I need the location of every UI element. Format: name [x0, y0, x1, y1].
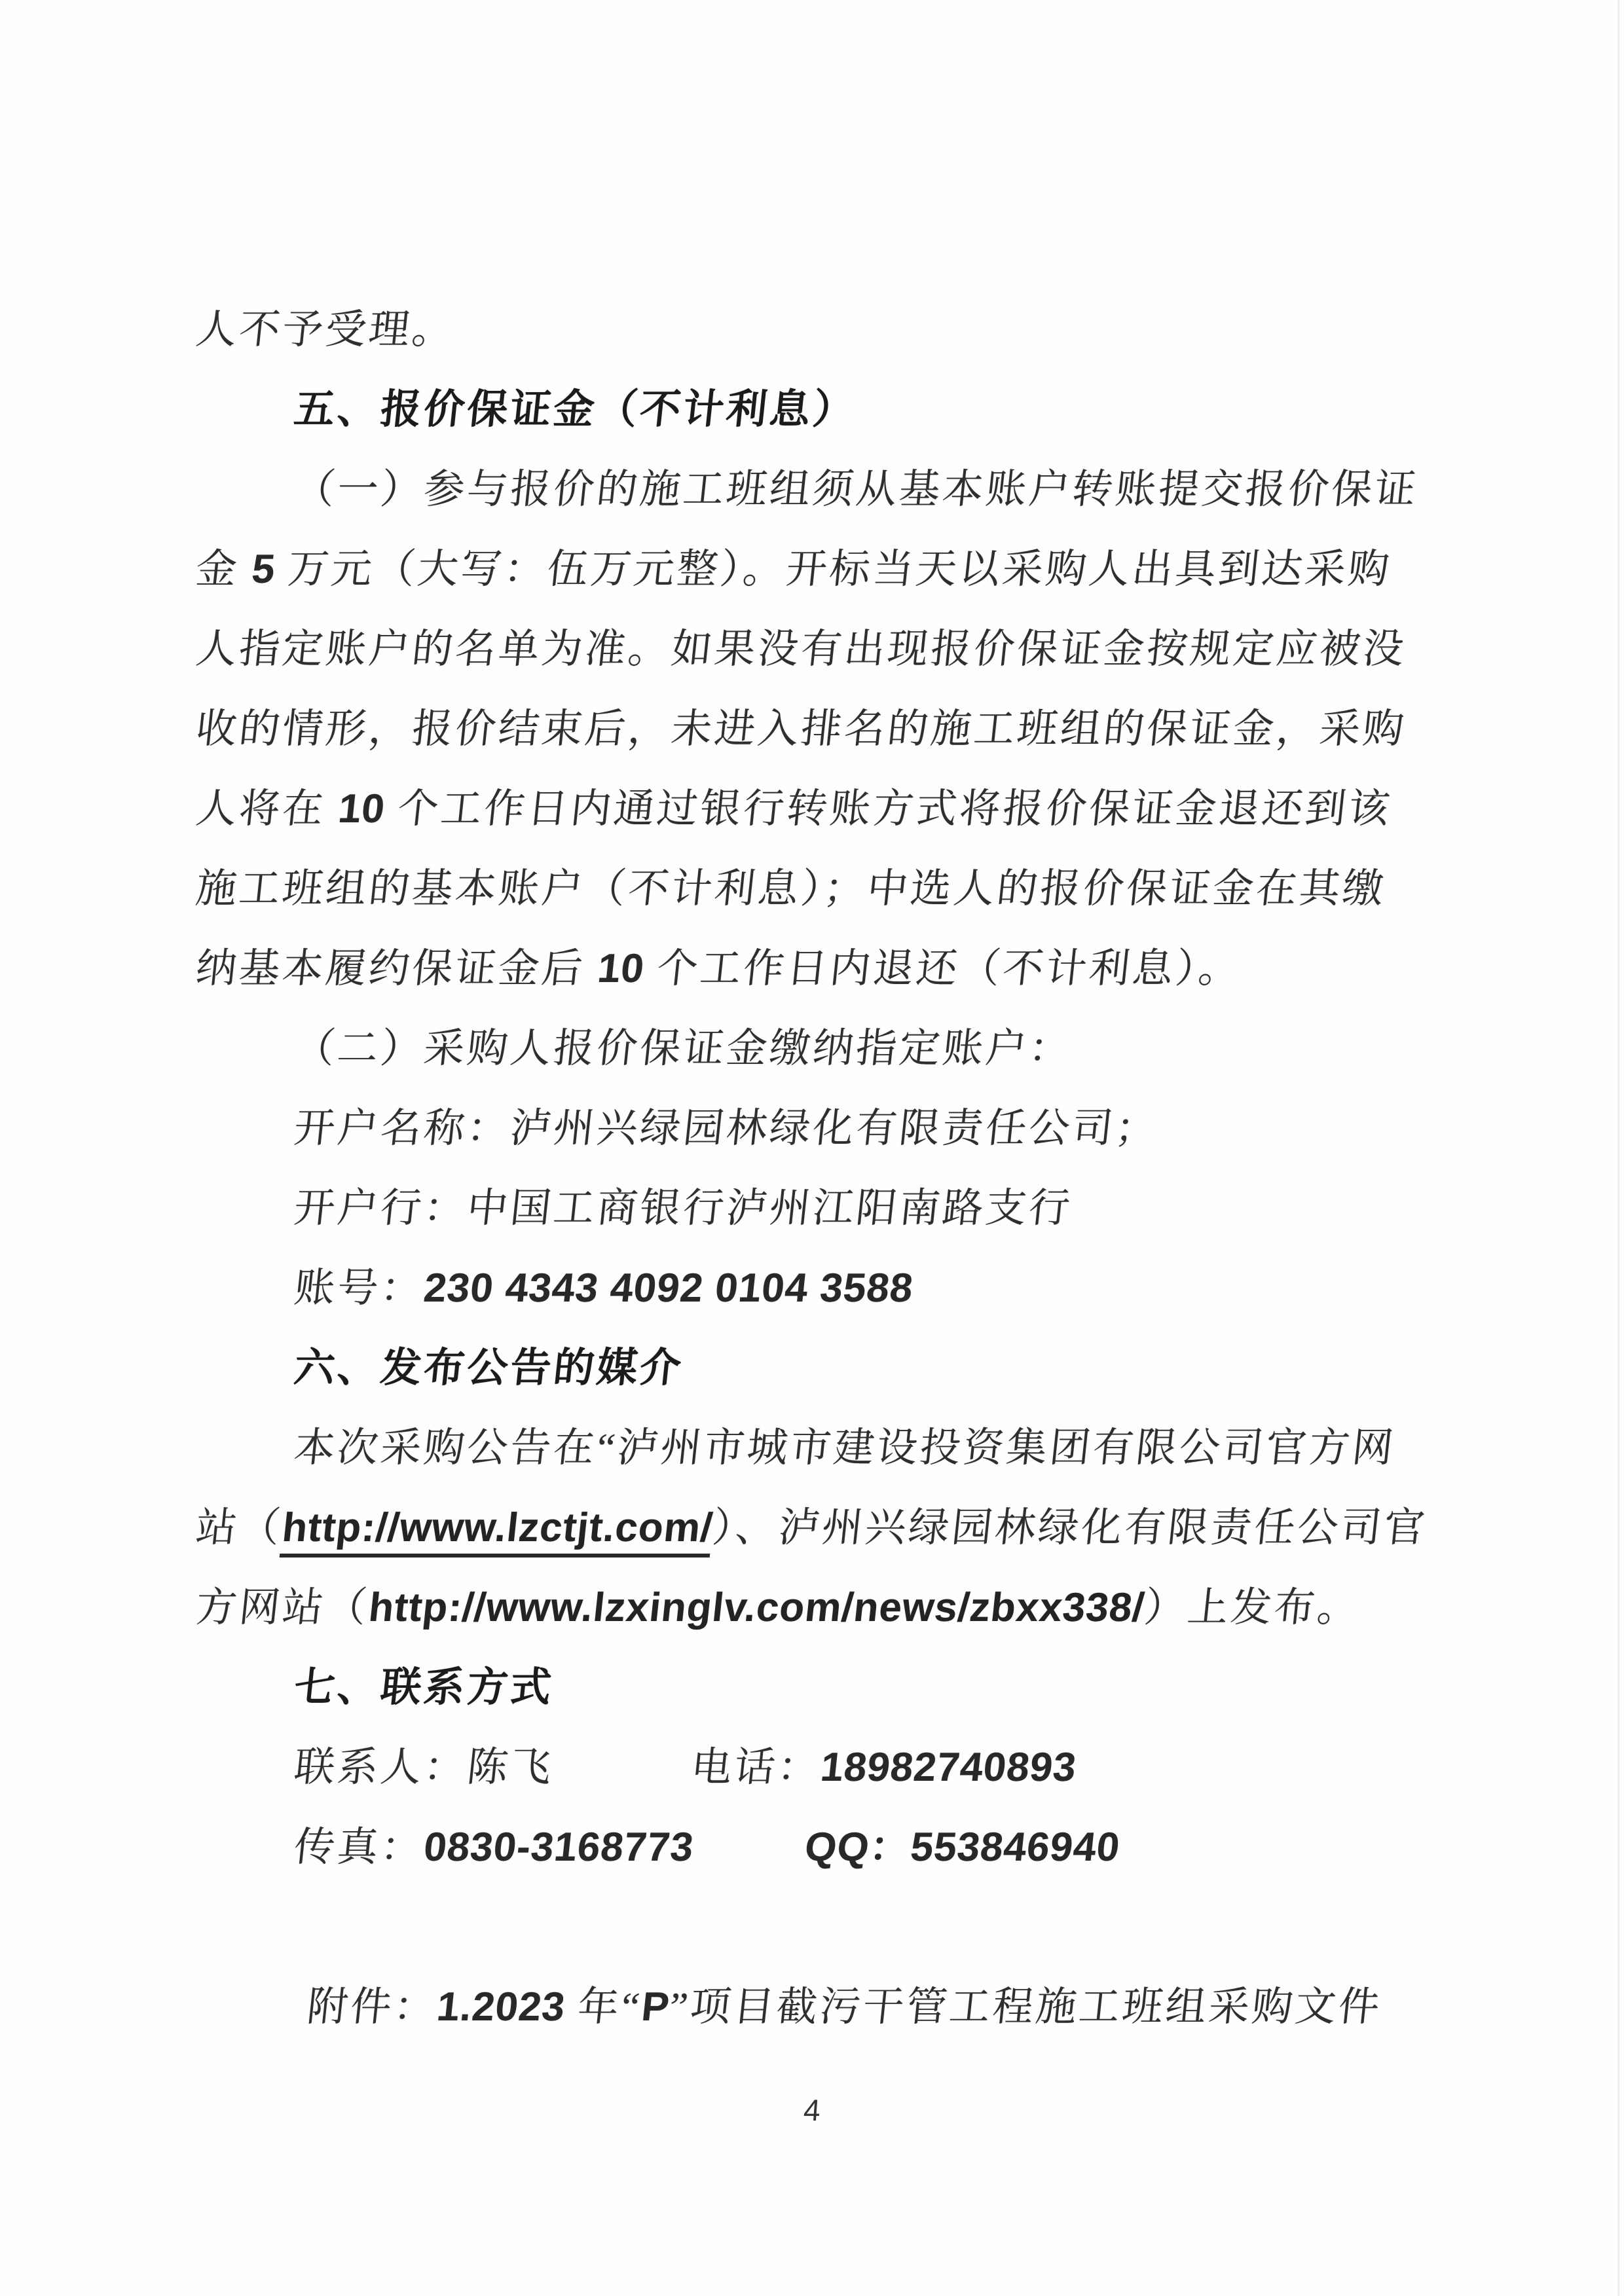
media-para-line-2	[192, 1488, 1451, 1568]
text-run: 人将在	[193, 787, 341, 831]
phone-number: 18982740893	[818, 1745, 1079, 1790]
lzxinglv-website-url: http://www.lzxinglv.com/news/zbxx338/	[366, 1585, 1147, 1630]
deposit-para-line-6: 施工班组的基本账户（不计利息）；中选人的报价保证金在其缴	[193, 867, 1389, 911]
account-holder-name-line: 开户名称：泸州兴绿园林绿化有限责任公司；	[291, 1106, 1162, 1151]
text-run: 个工作日内通过银行转账方式将报价保证金退还到该	[382, 787, 1394, 831]
text-run: ）、泸州兴绿园林绿化有限责任公司官	[710, 1506, 1430, 1550]
text-run: ）上发布。	[1142, 1586, 1363, 1630]
section-heading-5-bid-deposit: 五、报价保证金（不计利息）	[291, 388, 859, 432]
deposit-para-line-2	[192, 530, 1451, 610]
account-number-line	[192, 1248, 1451, 1328]
fax-number: 0830-3168773	[421, 1825, 697, 1870]
bank-account-number: 230 4343 4092 0104 3588	[421, 1266, 916, 1311]
qq-number: 553846940	[908, 1825, 1122, 1870]
section-heading-6-announcement-media: 六、发布公告的媒介	[291, 1346, 686, 1391]
text-run: 站（	[193, 1506, 286, 1550]
text-run: 纳基本履约保证金后	[193, 947, 600, 991]
paragraph-continuation-line: 人不予受理。	[193, 308, 458, 352]
attachment-label: 附件：	[304, 1985, 440, 2030]
fax-label: 传真：	[291, 1825, 427, 1870]
working-days-number: 10	[336, 786, 388, 831]
text-run: 万元（大写：伍万元整）。开标当天以采购人出具到达采购	[272, 547, 1394, 592]
qq-label: QQ：	[802, 1825, 913, 1870]
text-run: ”项目截污干管工程施工班组采购文件	[667, 1985, 1384, 2030]
fax-qq-line	[192, 1808, 1451, 1887]
media-para-line-3	[192, 1568, 1451, 1648]
account-number-label: 账号：	[291, 1266, 427, 1311]
text-run: 年“	[563, 1985, 644, 2030]
bank-branch-line: 开户行：中国工商银行泸州江阳南路支行	[291, 1186, 1075, 1231]
section-heading-7-contact: 七、联系方式	[291, 1666, 557, 1710]
designated-account-heading-line: （二）采购人报价保证金缴纳指定账户：	[291, 1027, 1075, 1071]
text-run: 方网站（	[193, 1586, 372, 1630]
text-run: 金	[193, 547, 255, 592]
blank-line	[192, 1887, 1443, 1967]
project-code-letter: P	[639, 1984, 673, 2030]
contact-person-name: 陈飞	[464, 1745, 557, 1790]
phone-label: 电话：	[688, 1745, 824, 1790]
deposit-amount-number: 5	[249, 547, 278, 592]
attachment-line	[192, 1967, 1451, 2047]
page-number: 4	[802, 2093, 822, 2127]
scan-edge-artifact	[1617, 0, 1619, 2296]
deposit-para-line-4: 收的情形，报价结束后，未进入排名的施工班组的保证金，采购	[193, 707, 1409, 752]
refund-days-number: 10	[595, 946, 647, 991]
deposit-para-line-3: 人指定账户的名单为准。如果没有出现报价保证金按规定应被没	[193, 627, 1409, 672]
deposit-para-line-1: （一）参与报价的施工班组须从基本账户转账提交报价保证	[291, 467, 1421, 512]
media-para-line-1: 本次采购公告在“泸州市城市建设投资集团有限公司官方网	[291, 1426, 1398, 1470]
text-run: 个工作日内退还（不计利息）。	[642, 947, 1244, 991]
contact-person-label: 联系人：	[291, 1745, 470, 1790]
deposit-para-line-7	[192, 929, 1451, 1009]
attachment-index-year: 1.2023	[434, 1984, 568, 2030]
lzctjt-website-url: http://www.lzctjt.com/	[280, 1505, 715, 1558]
deposit-para-line-5	[192, 769, 1451, 849]
document-body	[192, 290, 1443, 2047]
contact-person-phone-line	[192, 1728, 1451, 1808]
